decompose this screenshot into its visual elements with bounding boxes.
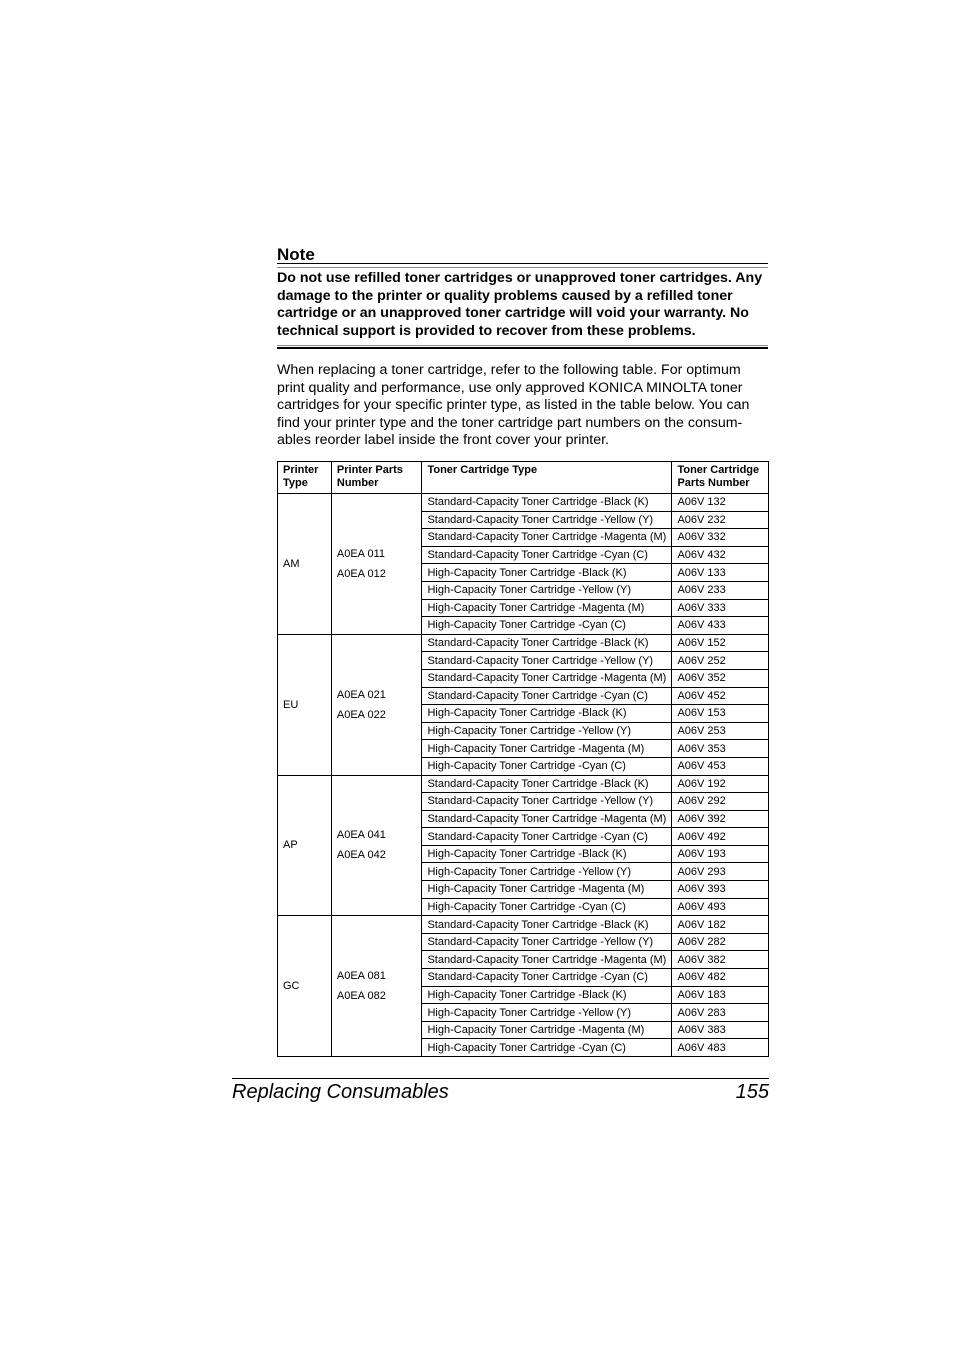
toner-cartridge-type-cell: High-Capacity Toner Cartridge -Magenta (M)	[422, 1021, 672, 1039]
toner-parts-number-cell: A06V 253	[672, 722, 769, 740]
toner-cartridge-type-cell: Standard-Capacity Toner Cartridge -Magenta (M)	[422, 669, 672, 687]
toner-cartridge-type-cell: High-Capacity Toner Cartridge -Magenta (M)	[422, 881, 672, 899]
toner-cartridge-type-cell: Standard-Capacity Toner Cartridge -Cyan (C)	[422, 969, 672, 987]
toner-cartridge-type-cell: Standard-Capacity Toner Cartridge -Yellow (Y)	[422, 511, 672, 529]
toner-parts-number-cell: A06V 353	[672, 740, 769, 758]
toner-cartridge-type-cell: High-Capacity Toner Cartridge -Black (K)	[422, 564, 672, 582]
toner-cartridge-type-cell: High-Capacity Toner Cartridge -Yellow (Y)	[422, 1004, 672, 1022]
note-rule-top-thin	[277, 267, 768, 268]
toner-parts-number-cell: A06V 493	[672, 898, 769, 916]
toner-parts-number-cell: A06V 233	[672, 581, 769, 599]
toner-parts-number-cell: A06V 193	[672, 845, 769, 863]
toner-cartridge-type-cell: High-Capacity Toner Cartridge -Yellow (Y)	[422, 722, 672, 740]
toner-cartridge-type-cell: High-Capacity Toner Cartridge -Black (K)	[422, 845, 672, 863]
note-title: Note	[277, 245, 315, 264]
toner-cartridge-type-cell: High-Capacity Toner Cartridge -Cyan (C)	[422, 757, 672, 775]
table-row	[278, 916, 769, 934]
toner-parts-number-cell: A06V 452	[672, 687, 769, 705]
toner-cartridge-type-cell: High-Capacity Toner Cartridge -Cyan (C)	[422, 617, 672, 635]
toner-parts-number-cell: A06V 382	[672, 951, 769, 969]
printer-parts-number-cell	[331, 916, 422, 1057]
toner-cartridge-type-cell: High-Capacity Toner Cartridge -Magenta (M)	[422, 740, 672, 758]
toner-parts-number-cell: A06V 482	[672, 969, 769, 987]
toner-parts-number-cell: A06V 252	[672, 652, 769, 670]
note-body: Do not use refilled toner cartridges or unapproved toner cartridges. Any damage to the printer or quality problems caused by a refilled toner cartridge or an unapproved toner cartridge will void your warranty. No technical support is provided to recover from these problems.	[277, 270, 763, 339]
printer-parts-number-cell	[331, 775, 422, 916]
header-printer-type: Printer Type	[278, 462, 332, 494]
page-number: 155	[735, 1081, 769, 1103]
toner-cartridge-type-cell: High-Capacity Toner Cartridge -Cyan (C)	[422, 1039, 672, 1057]
table-row	[278, 775, 769, 793]
toner-cartridge-type-cell: High-Capacity Toner Cartridge -Yellow (Y)	[422, 863, 672, 881]
toner-cartridge-type-cell: Standard-Capacity Toner Cartridge -Magenta (M)	[422, 810, 672, 828]
header-toner-parts-number: Toner Cartridge Parts Number	[672, 462, 769, 494]
intro-paragraph: When replacing a toner cartridge, refer to the following table. For optimum print quality and performance, use only approved KONICA MINOLTA toner cartridges for your specific printer type, as listed in the table below. You can find your printer type and the toner cartridge part numbers on the consum-ables reorder label inside the front cover your printer.	[277, 362, 750, 449]
toner-parts-number-cell: A06V 132	[672, 494, 769, 512]
toner-cartridge-type-cell: Standard-Capacity Toner Cartridge -Magenta (M)	[422, 529, 672, 547]
printer-type-cell: AM	[278, 494, 332, 635]
note-rule-top	[277, 263, 768, 264]
toner-cartridge-type-cell: Standard-Capacity Toner Cartridge -Black (K)	[422, 494, 672, 512]
toner-cartridge-type-cell: Standard-Capacity Toner Cartridge -Yellow (Y)	[422, 933, 672, 951]
toner-cartridge-type-cell: Standard-Capacity Toner Cartridge -Cyan (C)	[422, 687, 672, 705]
note-rule-bottom	[277, 347, 768, 349]
printer-parts-number-cell	[331, 634, 422, 775]
toner-parts-number-cell: A06V 393	[672, 881, 769, 899]
printer-parts-number: A0EA 041	[336, 829, 386, 842]
printer-type-cell: AP	[278, 775, 332, 916]
header-toner-cartridge-type: Toner Cartridge Type	[422, 462, 672, 494]
printer-parts-number: A0EA 021	[336, 688, 386, 701]
table-row	[278, 494, 769, 512]
toner-cartridge-type-cell: Standard-Capacity Toner Cartridge -Magenta (M)	[422, 951, 672, 969]
toner-parts-number-cell: A06V 152	[672, 634, 769, 652]
toner-cartridge-type-cell: Standard-Capacity Toner Cartridge -Black (K)	[422, 775, 672, 793]
printer-parts-number: A0EA 022	[336, 708, 386, 721]
toner-cartridge-type-cell: Standard-Capacity Toner Cartridge -Cyan (C)	[422, 546, 672, 564]
toner-cartridge-type-cell: Standard-Capacity Toner Cartridge -Black (K)	[422, 634, 672, 652]
toner-cartridge-type-cell: High-Capacity Toner Cartridge -Yellow (Y)	[422, 581, 672, 599]
toner-parts-number-cell: A06V 292	[672, 793, 769, 811]
printer-type-cell: GC	[278, 916, 332, 1057]
footer-rule	[232, 1078, 769, 1079]
footer-title: Replacing Consumables	[232, 1081, 449, 1103]
toner-parts-number-cell: A06V 283	[672, 1004, 769, 1022]
toner-parts-number-cell: A06V 282	[672, 933, 769, 951]
header-printer-parts-number: Printer Parts Number	[331, 462, 422, 494]
toner-cartridge-type-cell: High-Capacity Toner Cartridge -Black (K)	[422, 986, 672, 1004]
toner-parts-number-cell: A06V 392	[672, 810, 769, 828]
toner-parts-number-cell: A06V 332	[672, 529, 769, 547]
toner-cartridge-type-cell: Standard-Capacity Toner Cartridge -Black (K)	[422, 916, 672, 934]
toner-parts-number-cell: A06V 492	[672, 828, 769, 846]
toner-parts-number-cell: A06V 293	[672, 863, 769, 881]
toner-cartridge-type-cell: Standard-Capacity Toner Cartridge -Yellow (Y)	[422, 793, 672, 811]
toner-parts-number-cell: A06V 453	[672, 757, 769, 775]
printer-parts-number: A0EA 042	[336, 849, 386, 862]
toner-parts-number-cell: A06V 183	[672, 986, 769, 1004]
toner-parts-number-cell: A06V 232	[672, 511, 769, 529]
note-rule-bottom-thin	[277, 345, 768, 346]
toner-cartridge-type-cell: Standard-Capacity Toner Cartridge -Yellow (Y)	[422, 652, 672, 670]
table-body	[278, 494, 769, 1057]
printer-parts-number: A0EA 082	[336, 990, 386, 1003]
table-row	[278, 634, 769, 652]
printer-parts-number: A0EA 011	[336, 547, 386, 560]
toner-parts-number-cell: A06V 333	[672, 599, 769, 617]
toner-parts-number-cell: A06V 133	[672, 564, 769, 582]
toner-parts-number-cell: A06V 383	[672, 1021, 769, 1039]
printer-parts-number-cell	[331, 494, 422, 635]
printer-parts-number: A0EA 012	[336, 567, 386, 580]
toner-cartridge-type-cell: High-Capacity Toner Cartridge -Black (K)	[422, 705, 672, 723]
toner-cartridge-type-cell: Standard-Capacity Toner Cartridge -Cyan (C)	[422, 828, 672, 846]
toner-cartridge-type-cell: High-Capacity Toner Cartridge -Magenta (M)	[422, 599, 672, 617]
toner-parts-number-cell: A06V 483	[672, 1039, 769, 1057]
toner-parts-number-cell: A06V 182	[672, 916, 769, 934]
toner-parts-number-cell: A06V 432	[672, 546, 769, 564]
toner-parts-number-cell: A06V 153	[672, 705, 769, 723]
toner-cartridge-type-cell: High-Capacity Toner Cartridge -Cyan (C)	[422, 898, 672, 916]
toner-parts-number-cell: A06V 192	[672, 775, 769, 793]
printer-parts-number: A0EA 081	[336, 970, 386, 983]
toner-parts-number-cell: A06V 433	[672, 617, 769, 635]
toner-parts-table	[277, 461, 769, 1057]
table-header-row	[278, 462, 769, 494]
printer-type-cell: EU	[278, 634, 332, 775]
toner-parts-number-cell: A06V 352	[672, 669, 769, 687]
